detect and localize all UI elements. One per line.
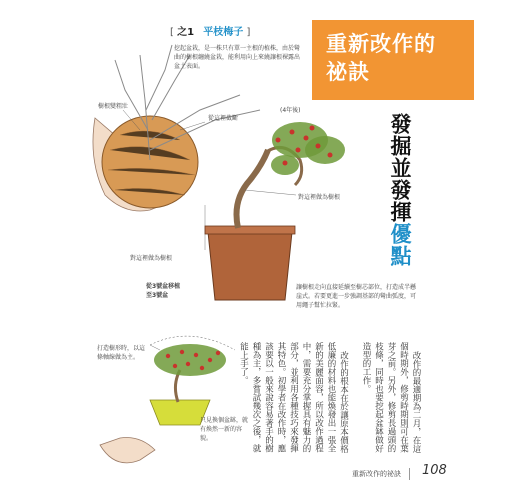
section-heading — [381, 113, 411, 267]
page-number: 108 — [422, 463, 447, 478]
footer-divider — [409, 468, 410, 480]
body-paragraph-2: 改作的根本在於讓原本價格低廉的材料也能煥發出一張全新的美麗面容，所以改作過程中，需要充分掌握具有魅力的部分，並利用各種技巧來發揮其特色。初學者在改作時，應該要以一般來說容易著手的樹種為主，多嘗試幾次之後，就能上手了。 — [238, 342, 349, 453]
note-trunk-right: 對這裡做為樹根 — [298, 194, 341, 201]
bracket-open: [ — [170, 27, 174, 38]
figure-number: 之1 — [177, 27, 195, 38]
note-right-description: 讓樹根走向直接延續至樹芯部位，打造成半懸崖式。若要更進一步強調基部的彎曲弧度，可用繩子幫忙拉緊。 — [296, 284, 417, 309]
section-heading-accent: 優點 — [388, 223, 412, 267]
body-text — [238, 342, 422, 460]
note-pot-tag-line2: 至3號盆 — [146, 292, 169, 299]
figure-name: 平枝梅子 — [203, 27, 244, 38]
note-bottom-left: 打造樹形時，以這條軸線做為主。 — [97, 345, 146, 361]
footer-title: 重新改作的祕訣 — [352, 470, 401, 478]
chapter-title-line1: 重新改作的 — [326, 32, 436, 56]
note-pot-tag — [146, 282, 180, 300]
body-paragraph-1: 改作的最適期為二月，在這個時期外，修剪時期則可在葉芽之前。另外，修剪長過頭的枝條，同時也要挖起盆缽做好造型的工作。 — [361, 342, 421, 453]
potted-tree-illustration — [205, 122, 345, 300]
note-stump: 樹根變粗壯 — [98, 103, 129, 110]
chapter-title-line2: 祕訣 — [326, 60, 370, 84]
bracket-close: ] — [246, 27, 251, 38]
note-trunk-left: 對這裡做為樹根 — [130, 255, 173, 262]
note-pot-tag-line1: 從3號盆移植 — [146, 283, 181, 290]
note-cut: 從這裡截斷 — [208, 115, 239, 122]
note-bottom-right: 只見換個盆缽，就有煥然一新的容貌。 — [200, 417, 249, 442]
section-heading-main: 發掘並發揮 — [388, 113, 412, 223]
note-age: (4年後) — [280, 107, 301, 114]
note-top-description: 挖起盆栽，是一株只有單一主根的植株，由於彎曲的樹根纏繞盆栽，能利用向上來繞讓根裸露出盆土表面。 — [174, 45, 301, 70]
